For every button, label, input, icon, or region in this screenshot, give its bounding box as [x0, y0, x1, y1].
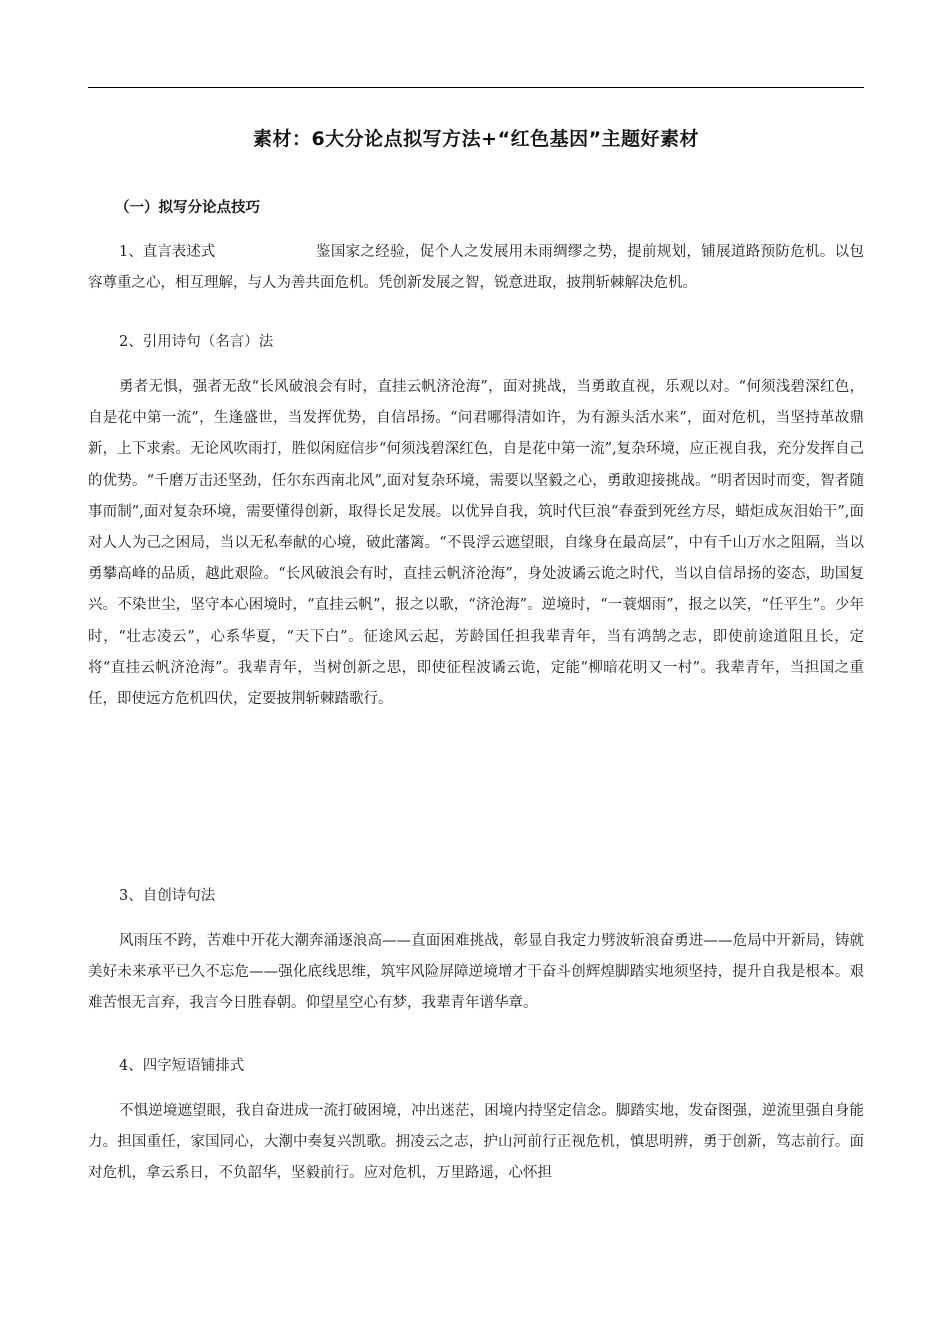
item-2-body: 勇者无惧，强者无敌“长风破浪会有时，直挂云帆济沧海”，面对挑战，当勇敢直视，乐观以对。“何须浅碧深红色，自是花中第一流”，生逢盛世，当发挥优势，自信昂扬。“问君哪得清如许，为有源头活水来”，面对危机，当坚持革故鼎新，上下求索。无论风吹雨打，胜似闲庭信步“何须浅碧深红色，自是花中第一流”,复杂环境，应正视自我，充分发挥自己的优势。“千磨万击还坚劲，任尔东西南北风”,面对复杂环境，需要以坚毅之心，勇敢迎接挑战。“明者因时而变，智者随事而制”,面对复杂环境，需要懂得创新，取得长足发展。以优异自我，筑时代巨浪“春蚕到死丝方尽，蜡炬成灰泪始干”,面对人人为己之困局，当以无私奉献的心境，破此藩篱。“不畏浮云遮望眼，自缘身在最高层”，中有千山万水之阻隔，当以勇攀高峰的品质，越此艰险。“长风破浪会有时，直挂云帆济沧海”，身处波谲云诡之时代，当以自信昂扬的姿态，助国复兴。不染世尘，坚守本心困境时，“直挂云帆”，报之以歌，“济沧海”。逆境时，“一蓑烟雨”，报之以笑，“任平生”。少年时，“壮志凌云”，心系华夏，“天下白”。征途风云起，芳龄国任担我辈青年，当有鸿鹄之志，即使前途道阻且长，定将“直挂云帆济沧海”。我辈青年，当树创新之思，即使征程波谲云诡，定能“柳暗花明又一村”。我辈青年，当担国之重任，即使远方危机四伏，定要披荆斩棘踏歌行。: [88, 379, 864, 708]
item-1-title: 1、直言表述式: [119, 244, 216, 260]
item-1-body: 鉴国家之经验，促个人之发展用未雨绸缪之势，提前规划，铺展道路预防危机。以包容尊重之心，相互理解，与人为善共面危机。凭创新发展之智，锐意进取，披荆斩棘解决危机。: [88, 244, 864, 291]
section-heading: （一）拟写分论点技巧: [115, 200, 260, 216]
item-4-title: 4、四字短语铺排式: [119, 1058, 245, 1074]
item-4-body: 不惧逆境遮望眼，我自奋进成一流打破困境，冲出迷茫，困境内持坚定信念。脚踏实地，发奋图强，逆流里强自身能力。担国重任，家国同心，大潮中奏复兴凯歌。拥凌云之志，护山河前行正视危机，慎思明辨，勇于创新，笃志前行。面对危机，拿云系日，不负韶华，坚毅前行。应对危机，万里路遥，心怀担: [88, 1103, 864, 1182]
document-title: 素材：6大分论点拟写方法+“红色基因”主题好素材: [252, 128, 700, 150]
item-3-body: 风雨压不跨，苦难中开花大潮奔涌逐浪高——直面困难挑战，彰显自我定力劈波斩浪奋勇进——危局中开新局，铸就美好未来承平已久不忘危——强化底线思维，筑牢风险屏障逆境增才干奋斗创辉煌脚踏实地须坚持，提升自我是根本。艰难苦恨无言弃，我言今日胜春朝。仰望星空心有梦，我辈青年谱华章。: [88, 933, 864, 1012]
item-3-title: 3、自创诗句法: [119, 888, 216, 904]
header-rule: [88, 87, 864, 88]
item-2-title: 2、引用诗句（名言）法: [119, 334, 274, 350]
